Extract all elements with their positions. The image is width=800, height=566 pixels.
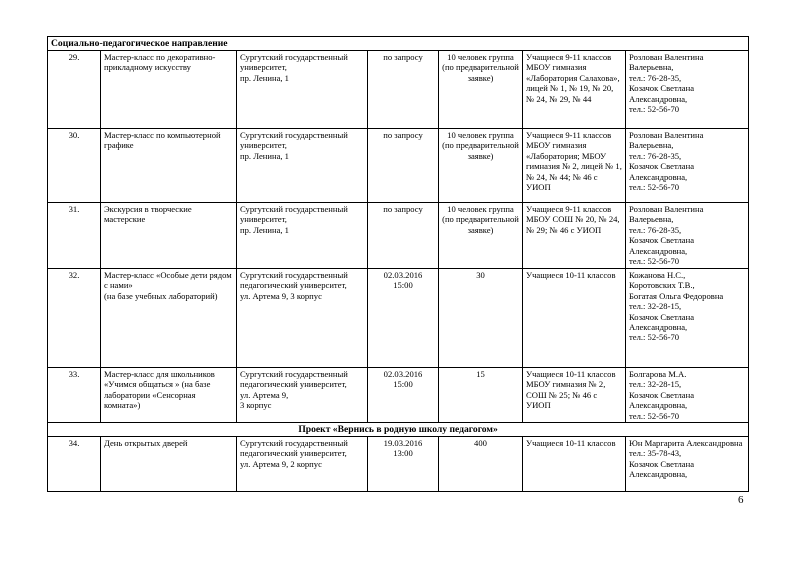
participants: Учащиеся 9-11 классов МБОУ СОШ № 20, № 24, № 29; № 46 с УИОП: [523, 203, 626, 269]
contacts: Болгарова М.А. тел.: 32-28-15, Козачок Светлана Александровна, тел.: 52-56-70: [626, 368, 749, 423]
event-place: Сургутский государственный университет, пр. Ленина, 1: [237, 129, 368, 203]
section-title: Социально-педагогическое направление: [48, 37, 749, 51]
event-date: по запросу: [368, 203, 439, 269]
participant-count: 10 человек группа (по предварительной заявке): [439, 129, 523, 203]
contacts: Розлован Валентина Валерьевна, тел.: 76-28-35, Козачок Светлана Александровна, тел.: 52-56-70: [626, 129, 749, 203]
event-name: Экскурсия в творческие мастерские: [101, 203, 237, 269]
event-place: Сургутский государственный педагогический университет, ул. Артема 9, 3 корпус: [237, 368, 368, 423]
event-date: 19.03.2016 13:00: [368, 437, 439, 492]
contacts: Юн Маргарита Александровна тел.: 35-78-43, Козачок Светлана Александровна,: [626, 437, 749, 492]
event-place: Сургутский государственный университет, пр. Ленина, 1: [237, 203, 368, 269]
page-number: 6: [738, 494, 744, 506]
event-place: Сургутский государственный педагогический университет, ул. Артема 9, 2 корпус: [237, 437, 368, 492]
row-number: 30.: [48, 129, 101, 203]
event-date: 02.03.2016 15:00: [368, 368, 439, 423]
contacts: Розлован Валентина Валерьевна, тел.: 76-28-35, Козачок Светлана Александровна, тел.: 52-56-70: [626, 51, 749, 129]
table-row: [48, 269, 749, 368]
event-date: по запросу: [368, 51, 439, 129]
event-place: Сургутский государственный университет, пр. Ленина, 1: [237, 51, 368, 129]
participants: Учащиеся 10-11 классов МБОУ гимназия № 2, СОШ № 25; № 46 с УИОП: [523, 368, 626, 423]
events-table: [47, 36, 749, 492]
event-name: Мастер-класс по компьютерной графике: [101, 129, 237, 203]
participant-count: 10 человек группа (по предварительной заявке): [439, 203, 523, 269]
project-title: Проект «Вернись в родную школу педагогом»: [48, 423, 749, 437]
event-name: Мастер-класс по декоративно-прикладному искусству: [101, 51, 237, 129]
table-row: [48, 437, 749, 492]
participant-count: 400: [439, 437, 523, 492]
row-number: 31.: [48, 203, 101, 269]
table-row: [48, 51, 749, 129]
event-date: по запросу: [368, 129, 439, 203]
contacts: Розлован Валентина Валерьевна, тел.: 76-28-35, Козачок Светлана Александровна, тел.: 52-56-70: [626, 203, 749, 269]
table-row: [48, 129, 749, 203]
row-number: 33.: [48, 368, 101, 423]
participants: Учащиеся 10-11 классов: [523, 437, 626, 492]
participants: Учащиеся 9-11 классов МБОУ гимназия «Лаборатория; МБОУ гимназия № 2, лицей № 1, № 24, № 44; № 46 с УИОП: [523, 129, 626, 203]
participants: Учащиеся 10-11 классов: [523, 269, 626, 368]
participant-count: 30: [439, 269, 523, 368]
event-name: День открытых дверей: [101, 437, 237, 492]
row-number: 34.: [48, 437, 101, 492]
participants: Учащиеся 9-11 классов МБОУ гимназия «Лаборатория Салахова», лицей № 1, № 19, № 20, № 24, № 29, № 44: [523, 51, 626, 129]
event-name: Мастер-класс «Особые дети рядом с нами» (на базе учебных лабораторий): [101, 269, 237, 368]
event-place: Сургутский государственный педагогический университет, ул. Артема 9, 3 корпус: [237, 269, 368, 368]
table-row: [48, 203, 749, 269]
event-name: Мастер-класс для школьников «Учимся общаться » (на базе лаборатории «Сенсорная комната»): [101, 368, 237, 423]
participant-count: 15: [439, 368, 523, 423]
participant-count: 10 человек группа (по предварительной заявке): [439, 51, 523, 129]
row-number: 29.: [48, 51, 101, 129]
row-number: 32.: [48, 269, 101, 368]
contacts: Кожанова Н.С., Коротовских Т.В., Богатая Ольга Федоровна тел.: 32-28-15, Козачок Светлана Александровна, тел.: 52-56-70: [626, 269, 749, 368]
table-row: [48, 368, 749, 423]
event-date: 02.03.2016 15:00: [368, 269, 439, 368]
